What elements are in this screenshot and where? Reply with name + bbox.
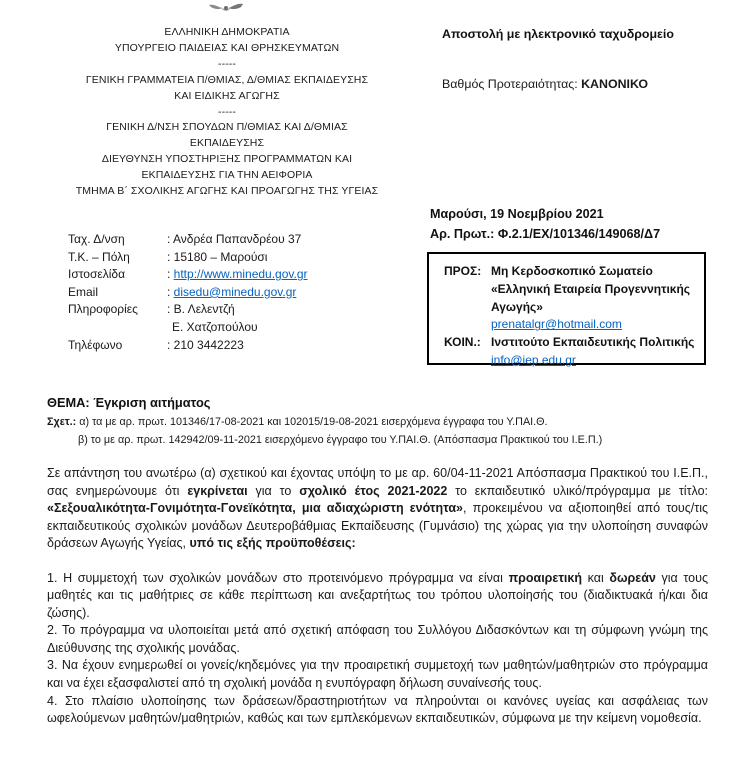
- place-date: Μαρούσι, 19 Νοεμβρίου 2021: [430, 207, 604, 221]
- contact-value: : http://www.minedu.gov.gr: [167, 267, 308, 282]
- contact-label: Ταχ. Δ/νση: [68, 232, 125, 246]
- body-text: [47, 465, 708, 728]
- protocol-number: Αρ. Πρωτ.: Φ.2.1/ΕΧ/101346/149068/Δ7: [430, 226, 661, 241]
- pros-email-link[interactable]: prenatalgr@hotmail.com: [491, 317, 622, 332]
- contact-row-information-2: [68, 319, 308, 337]
- pros-line: «Ελληνική Εταιρεία Προγεννητικής: [491, 281, 691, 296]
- header-line: ΕΛΛΗΝΙΚΗ ΔΗΜΟΚΡΑΤΙΑ: [164, 26, 290, 38]
- contact-value: : Β. Λελεντζή: [167, 302, 235, 317]
- recipient-koin: [444, 334, 696, 370]
- condition-item-1: 1. Η συμμετοχή των σχολικών μονάδων στο προτεινόμενο πρόγραμμα να είναι προαιρετική και δωρεάν για τους μαθητές και τις μαθήτριες σε κάθε περίπτωση και ανεξαρτήτως του τρόπου υλοποίησής του (διαδικτυακά ή/και δια ζώσης).: [47, 570, 708, 620]
- contact-value: Ε. Χατζοπούλου: [172, 319, 258, 334]
- pros-line: Μη Κερδοσκοπικό Σωματείο: [491, 264, 653, 278]
- priority-line: Βαθμός Προτεραιότητας: ΚΑΝΟΝΙΚΟ: [442, 77, 648, 91]
- government-header: [17, 25, 437, 200]
- header-line: ΚΑΙ ΕΙΔΙΚΗΣ ΑΓΩΓΗΣ: [174, 89, 280, 102]
- contact-row-address: [68, 231, 308, 249]
- koin-email-link[interactable]: info@iep.edu.gr: [491, 352, 576, 367]
- contact-info: [68, 231, 308, 354]
- condition-item-2: 2. Το πρόγραμμα να υλοποιείται μετά από σχετική απόφαση του Συλλόγου Διδασκόντων και τη σύμφωνη γνώμη της Διεύθυνσης της σχολικής μονάδας.: [47, 623, 708, 655]
- contact-value: : 15180 – Μαρούσι: [167, 249, 268, 264]
- subject-line: ΘΕΜΑ: Έγκριση αιτήματος: [47, 395, 211, 410]
- koin-label: ΚΟΙΝ.:: [444, 335, 481, 350]
- contact-label: Πληροφορίες: [68, 302, 138, 317]
- contact-row-information: [68, 301, 308, 319]
- contact-row-email: [68, 284, 308, 302]
- header-line: ΕΚΠΑΙΔΕΥΣΗΣ ΓΙΑ ΤΗΝ ΑΕΙΦΟΡΙΑ: [141, 169, 313, 182]
- references-block: [47, 414, 602, 449]
- hellenic-republic-emblem-icon: [208, 0, 244, 10]
- contact-label: Email: [68, 284, 99, 299]
- email-link[interactable]: disedu@minedu.gov.gr: [173, 284, 297, 299]
- pros-content: [491, 263, 696, 334]
- contact-row-website: [68, 266, 308, 284]
- contact-value: : Ανδρέα Παπανδρέου 37: [167, 232, 302, 246]
- blank-line: [47, 553, 708, 570]
- contact-label: Ιστοσελίδα: [68, 267, 126, 282]
- website-link[interactable]: http://www.minedu.gov.gr: [173, 267, 308, 282]
- contact-value: : 210 3442223: [167, 337, 244, 352]
- contact-row-phone: [68, 337, 308, 355]
- contact-label: [68, 319, 167, 337]
- contact-label: Τηλέφωνο: [68, 337, 123, 352]
- contact-label: Τ.Κ. – Πόλη: [68, 249, 130, 264]
- reference-line-b: β) το με αρ. πρωτ. 142942/09-11-2021 εισερχόμενο έγγραφο του Υ.ΠΑΙ.Θ. (Απόσπασμα Πρακτικού του Ι.Ε.Π.): [78, 433, 603, 446]
- header-line: ΕΚΠΑΙΔΕΥΣΗΣ: [189, 137, 265, 150]
- dispatch-method-note: Αποστολή με ηλεκτρονικό ταχυδρομείο: [442, 27, 674, 41]
- koin-line: Ινστιτούτο Εκπαιδευτικής Πολιτικής: [491, 335, 695, 350]
- date-protocol-block: [430, 205, 660, 244]
- recipient-box: [427, 252, 706, 365]
- header-line: ΓΕΝΙΚΗ Δ/ΝΣΗ ΣΠΟΥΔΩΝ Π/ΘΜΙΑΣ ΚΑΙ Δ/ΘΜΙΑΣ: [106, 121, 348, 134]
- contact-row-postcode: [68, 249, 308, 267]
- pros-label: ΠΡΟΣ:: [444, 264, 482, 278]
- contact-value: : disedu@minedu.gov.gr: [167, 284, 297, 299]
- pros-line: Αγωγής»: [491, 299, 543, 314]
- header-line: ΤΜΗΜΑ Β΄ ΣΧΟΛΙΚΗΣ ΑΓΩΓΗΣ ΚΑΙ ΠΡΟΑΓΩΓΗΣ ΤΗΣ ΥΓΕΙΑΣ: [75, 185, 379, 198]
- header-separator: -----: [218, 105, 236, 118]
- condition-item-3: 3. Να έχουν ενημερωθεί οι γονείς/κηδεμόνες για την προαιρετική συμμετοχή των μαθητών/μαθητριών στο πρόγραμμα και να έχει εξασφαλιστεί από τη σχολική μονάδα η ενυπόγραφη δήλωση συναίνεσής τους.: [47, 658, 708, 691]
- header-line: ΔΙΕΥΘΥΝΣΗ ΥΠΟΣΤΗΡΙΞΗΣ ΠΡΟΓΡΑΜΜΑΤΩΝ ΚΑΙ: [101, 153, 353, 166]
- reference-line-a: Σχετ.: α) τα με αρ. πρωτ. 101346/17-08-2021 και 102015/19-08-2021 εισερχόμενα έγγραφα του Υ.ΠΑΙ.Θ.: [47, 416, 548, 428]
- approval-paragraph: Σε απάντηση του ανωτέρω (α) σχετικού και έχοντας υπόψη το με αρ. 60/04-11-2021 Απόσπασμα Πρακτικού του Ι.Ε.Π., σας ενημερώνουμε ότι εγκρίνεται για το σχολικό έτος 2021-2022 το εκπαιδευτικό υλικό/πρόγραμμα με τίτλο: «Σεξουαλικότητα-Γονιμότητα-Γονεϊκότητα, μια αδιαχώριστη ενότητα», προκειμένου να αξιοποιηθεί από τους/τις εκπαιδευτικούς σχολικών μονάδων Δευτεροβάθμιας Εκπαίδευσης (Γυμνάσιο) της χώρας για την υλοποίηση συναφών δράσεων Αγωγής Υγείας, υπό τις εξής προϋποθέσεις:: [47, 466, 709, 551]
- header-separator: -----: [218, 57, 236, 70]
- header-line: ΥΠΟΥΡΓΕΙΟ ΠΑΙΔΕΙΑΣ ΚΑΙ ΘΡΗΣΚΕΥΜΑΤΩΝ: [114, 41, 340, 54]
- recipient-pros: [444, 263, 696, 334]
- header-line: ΓΕΝΙΚΗ ΓΡΑΜΜΑΤΕΙΑ Π/ΘΜΙΑΣ, Δ/ΘΜΙΑΣ ΕΚΠΑΙΔΕΥΣΗΣ: [85, 73, 369, 86]
- condition-item-4: 4. Στο πλαίσιο υλοποίησης των δράσεων/δραστηριοτήτων να πληρούνται οι κανόνες υγείας και ασφάλειας των ωφελούμενων μαθητών/μαθητριών, καθώς και των εμπλεκόμενων εκπαιδευτικών, σύμφωνα με την κείμενη νομοθεσία.: [47, 693, 708, 726]
- koin-content: [491, 334, 696, 370]
